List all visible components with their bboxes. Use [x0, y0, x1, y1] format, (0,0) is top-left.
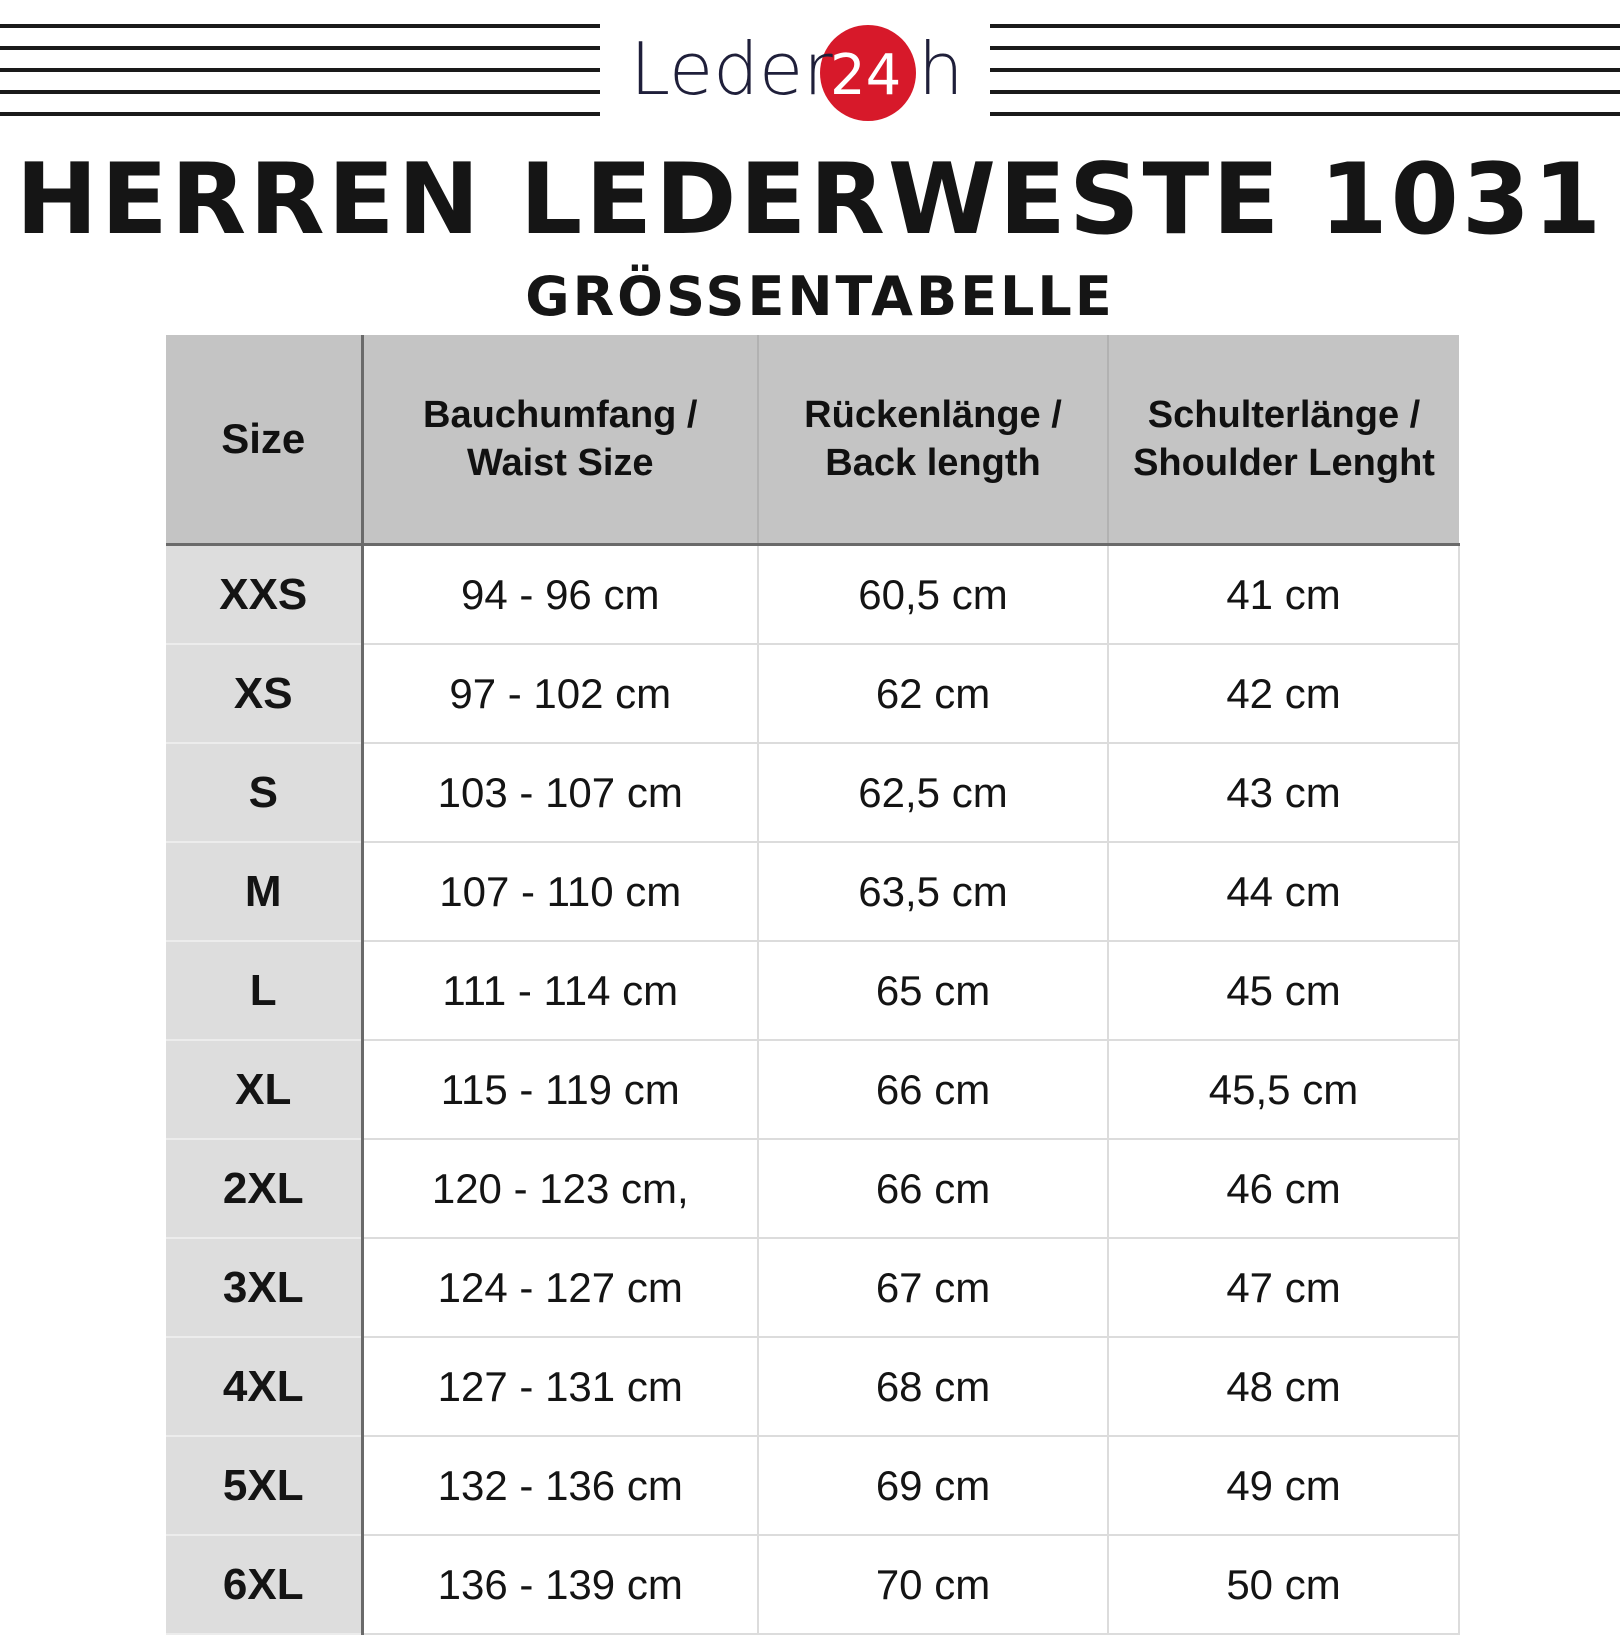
waist-cell: 111 - 114 cm	[362, 941, 758, 1040]
table-row	[166, 1535, 1459, 1634]
shoulder-length-cell: 48 cm	[1108, 1337, 1459, 1436]
header-back-length: Rückenlänge / Back length	[758, 335, 1108, 545]
back-length-cell: 62 cm	[758, 644, 1108, 743]
size-cell: XL	[166, 1040, 362, 1139]
table-row	[166, 644, 1459, 743]
table-row	[166, 545, 1459, 645]
size-cell: M	[166, 842, 362, 941]
shoulder-length-cell: 46 cm	[1108, 1139, 1459, 1238]
table-row	[166, 941, 1459, 1040]
back-length-cell: 63,5 cm	[758, 842, 1108, 941]
table-row	[166, 1337, 1459, 1436]
back-length-cell: 65 cm	[758, 941, 1108, 1040]
back-length-cell: 67 cm	[758, 1238, 1108, 1337]
waist-cell: 94 - 96 cm	[362, 545, 758, 645]
size-cell: S	[166, 743, 362, 842]
decorative-stripes-left	[0, 24, 600, 124]
size-cell: XS	[166, 644, 362, 743]
page-subtitle: GRÖSSENTABELLE	[525, 265, 1115, 328]
header-waist: Bauchumfang / Waist Size	[362, 335, 758, 545]
waist-cell: 136 - 139 cm	[362, 1535, 758, 1634]
header-size: Size	[166, 335, 362, 545]
shoulder-length-cell: 50 cm	[1108, 1535, 1459, 1634]
waist-cell: 115 - 119 cm	[362, 1040, 758, 1139]
logo-text-leder: Leder	[630, 27, 833, 111]
shoulder-length-cell: 45,5 cm	[1108, 1040, 1459, 1139]
waist-cell: 127 - 131 cm	[362, 1337, 758, 1436]
waist-cell: 120 - 123 cm,	[362, 1139, 758, 1238]
size-cell: 4XL	[166, 1337, 362, 1436]
header-shoulder-length: Schulterlänge / Shoulder Lenght	[1108, 335, 1459, 545]
size-cell: 3XL	[166, 1238, 362, 1337]
header	[0, 0, 1620, 130]
shoulder-length-cell: 45 cm	[1108, 941, 1459, 1040]
shoulder-length-cell: 44 cm	[1108, 842, 1459, 941]
shoulder-length-cell: 47 cm	[1108, 1238, 1459, 1337]
size-cell: 2XL	[166, 1139, 362, 1238]
back-length-cell: 69 cm	[758, 1436, 1108, 1535]
back-length-cell: 68 cm	[758, 1337, 1108, 1436]
logo-text-h: h	[918, 27, 964, 111]
size-cell: XXS	[166, 545, 362, 645]
table-row	[166, 1436, 1459, 1535]
back-length-cell: 70 cm	[758, 1535, 1108, 1634]
page-title: HERREN LEDERWESTE 1031	[15, 143, 1605, 257]
back-length-cell: 66 cm	[758, 1139, 1108, 1238]
back-length-cell: 62,5 cm	[758, 743, 1108, 842]
leder24h-logo	[630, 18, 970, 128]
table-row	[166, 1238, 1459, 1337]
back-length-cell: 60,5 cm	[758, 545, 1108, 645]
size-cell: 6XL	[166, 1535, 362, 1634]
table-header-row	[166, 335, 1459, 545]
shoulder-length-cell: 42 cm	[1108, 644, 1459, 743]
waist-cell: 132 - 136 cm	[362, 1436, 758, 1535]
size-table	[166, 335, 1460, 1635]
waist-cell: 103 - 107 cm	[362, 743, 758, 842]
back-length-cell: 66 cm	[758, 1040, 1108, 1139]
waist-cell: 107 - 110 cm	[362, 842, 758, 941]
shoulder-length-cell: 43 cm	[1108, 743, 1459, 842]
table-row	[166, 842, 1459, 941]
table-row	[166, 1040, 1459, 1139]
shoulder-length-cell: 41 cm	[1108, 545, 1459, 645]
waist-cell: 124 - 127 cm	[362, 1238, 758, 1337]
table-row	[166, 1139, 1459, 1238]
logo-text-24: 24	[830, 43, 902, 108]
size-cell: 5XL	[166, 1436, 362, 1535]
size-cell: L	[166, 941, 362, 1040]
table-row	[166, 743, 1459, 842]
shoulder-length-cell: 49 cm	[1108, 1436, 1459, 1535]
waist-cell: 97 - 102 cm	[362, 644, 758, 743]
decorative-stripes-right	[990, 24, 1620, 124]
